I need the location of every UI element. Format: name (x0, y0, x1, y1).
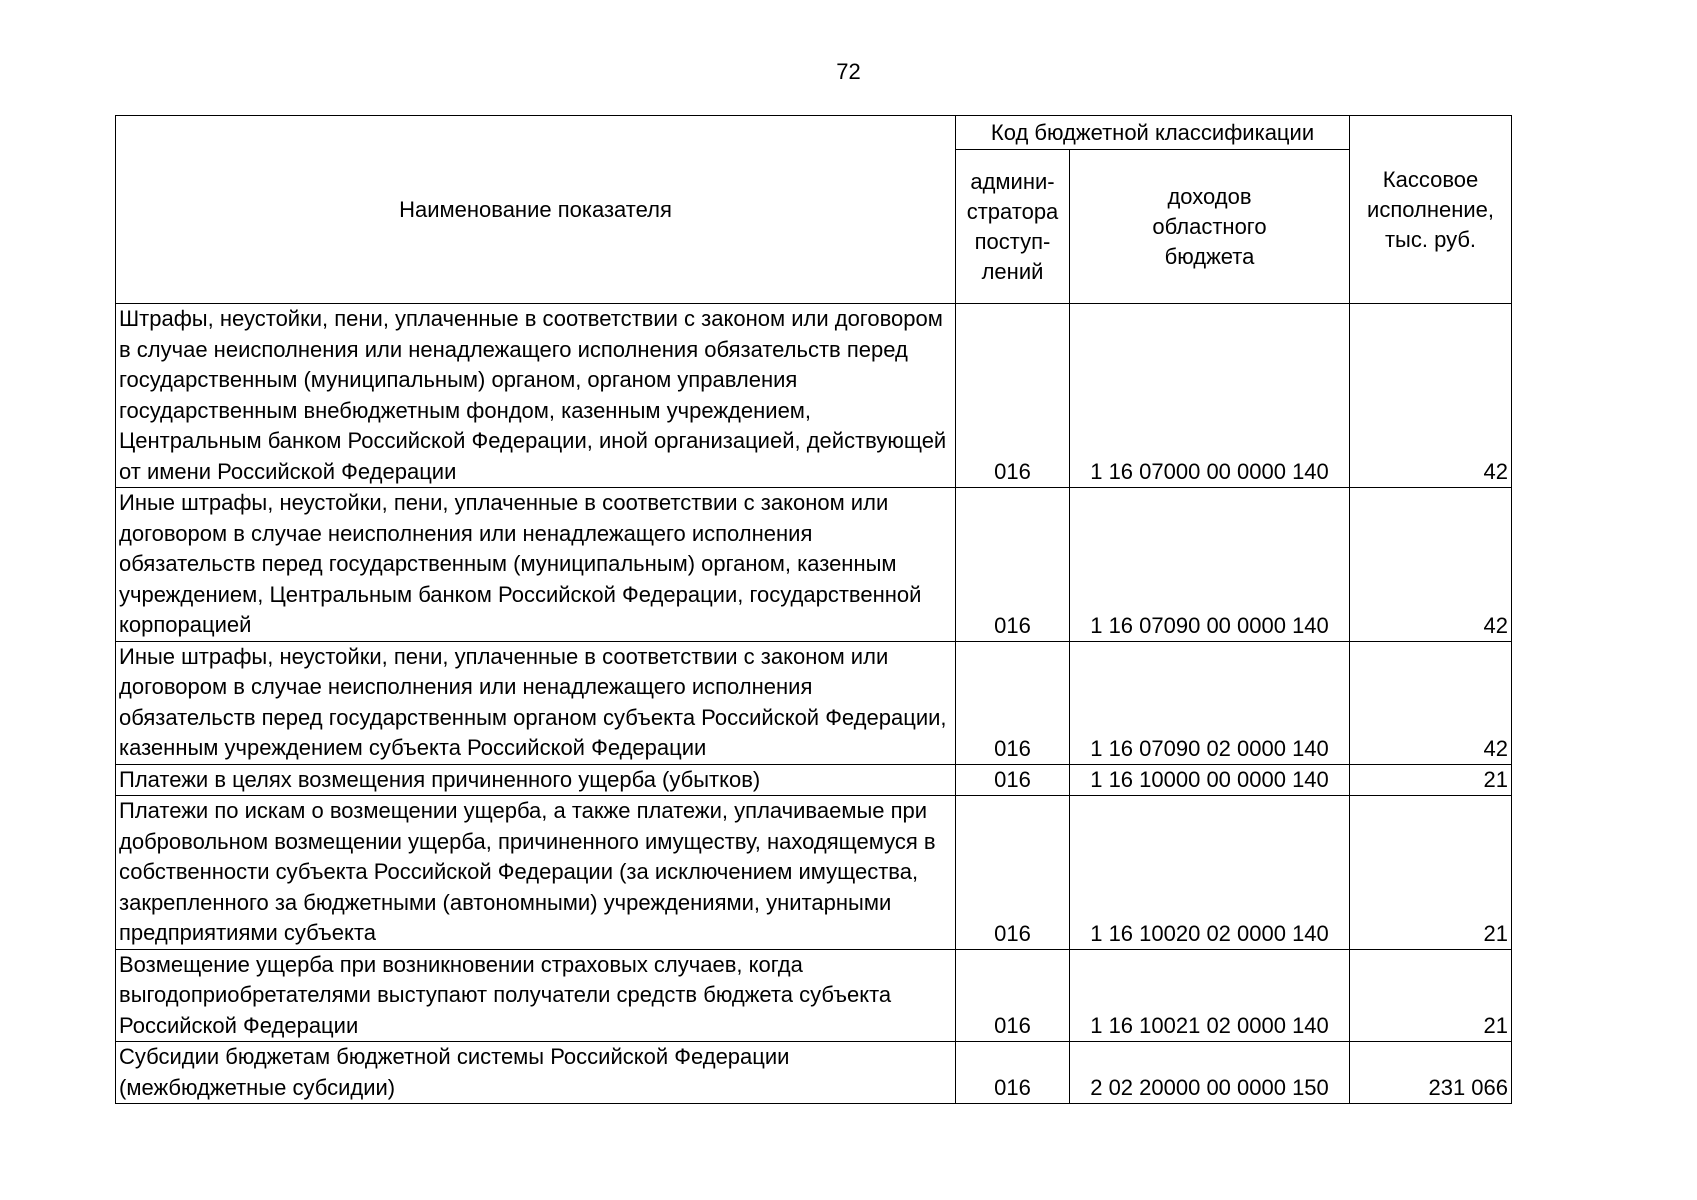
row-name-cell: Штрафы, неустойки, пени, уплаченные в соответствии с законом или договором в случае неисполнения или ненадлежащего исполнения обязательств перед государственным (муниципальным) органом, органом управления государственным внебюджетным фондом, казенным учреждением, Центральным банком Российской Федерации, иной организацией, действующей от имени Российской Федерации (116, 304, 956, 488)
row-admin-code-cell: 016 (956, 796, 1070, 950)
row-income-code-cell: 1 16 07000 00 0000 140 (1070, 304, 1350, 488)
row-income-code-cell: 2 02 20000 00 0000 150 (1070, 1042, 1350, 1104)
row-amount-cell: 42 (1350, 304, 1512, 488)
table-row (116, 641, 1512, 764)
column-header-admin: админи- стратора поступ- лений (956, 150, 1070, 304)
table-row (116, 304, 1512, 488)
row-name-cell: Субсидии бюджетам бюджетной системы Российской Федерации (межбюджетные субсидии) (116, 1042, 956, 1104)
row-income-code-cell: 1 16 10021 02 0000 140 (1070, 949, 1350, 1042)
table-row (116, 1042, 1512, 1104)
table-header-row (116, 116, 1512, 150)
row-amount-cell: 42 (1350, 641, 1512, 764)
row-name-cell: Иные штрафы, неустойки, пени, уплаченные в соответствии с законом или договором в случае неисполнения или ненадлежащего исполнения обязательств перед государственным органом субъекта Российской Федерации, казенным учреждением субъекта Российской Федерации (116, 641, 956, 764)
row-name-cell: Платежи по искам о возмещении ущерба, а также платежи, уплачиваемые при добровольном возмещении ущерба, причиненного имуществу, находящемуся в собственности субъекта Российской Федерации (за исключением имущества, закрепленного за бюджетными (автономными) учреждениями, унитарными предприятиями субъекта (116, 796, 956, 950)
row-name-cell: Возмещение ущерба при возникновении страховых случаев, когда выгодоприобретателями выступают получатели средств бюджета субъекта Российской Федерации (116, 949, 956, 1042)
row-admin-code-cell: 016 (956, 641, 1070, 764)
row-name-cell: Иные штрафы, неустойки, пени, уплаченные в соответствии с законом или договором в случае неисполнения или ненадлежащего исполнения обязательств перед государственным (муниципальным) органом, казенным учреждением, Центральным банком Российской Федерации, государственной корпорацией (116, 488, 956, 642)
budget-execution-table (115, 115, 1512, 1104)
table-row (116, 488, 1512, 642)
row-income-code-cell: 1 16 07090 02 0000 140 (1070, 641, 1350, 764)
table-row (116, 796, 1512, 950)
column-header-amount: Кассовое исполнение, тыс. руб. (1350, 116, 1512, 304)
row-name-cell: Платежи в целях возмещения причиненного ущерба (убытков) (116, 764, 956, 796)
row-admin-code-cell: 016 (956, 949, 1070, 1042)
column-header-income: доходов областного бюджета (1070, 150, 1350, 304)
row-amount-cell: 42 (1350, 488, 1512, 642)
page-number: 72 (836, 59, 861, 84)
row-amount-cell: 21 (1350, 764, 1512, 796)
row-income-code-cell: 1 16 10020 02 0000 140 (1070, 796, 1350, 950)
table-row (116, 949, 1512, 1042)
table-row (116, 764, 1512, 796)
row-amount-cell: 21 (1350, 796, 1512, 950)
row-income-code-cell: 1 16 07090 00 0000 140 (1070, 488, 1350, 642)
column-header-name: Наименование показателя (116, 116, 956, 304)
row-admin-code-cell: 016 (956, 1042, 1070, 1104)
row-admin-code-cell: 016 (956, 488, 1070, 642)
row-admin-code-cell: 016 (956, 764, 1070, 796)
row-admin-code-cell: 016 (956, 304, 1070, 488)
row-income-code-cell: 1 16 10000 00 0000 140 (1070, 764, 1350, 796)
row-amount-cell: 21 (1350, 949, 1512, 1042)
row-amount-cell: 231 066 (1350, 1042, 1512, 1104)
column-header-code-group: Код бюджетной классификации (956, 116, 1350, 150)
